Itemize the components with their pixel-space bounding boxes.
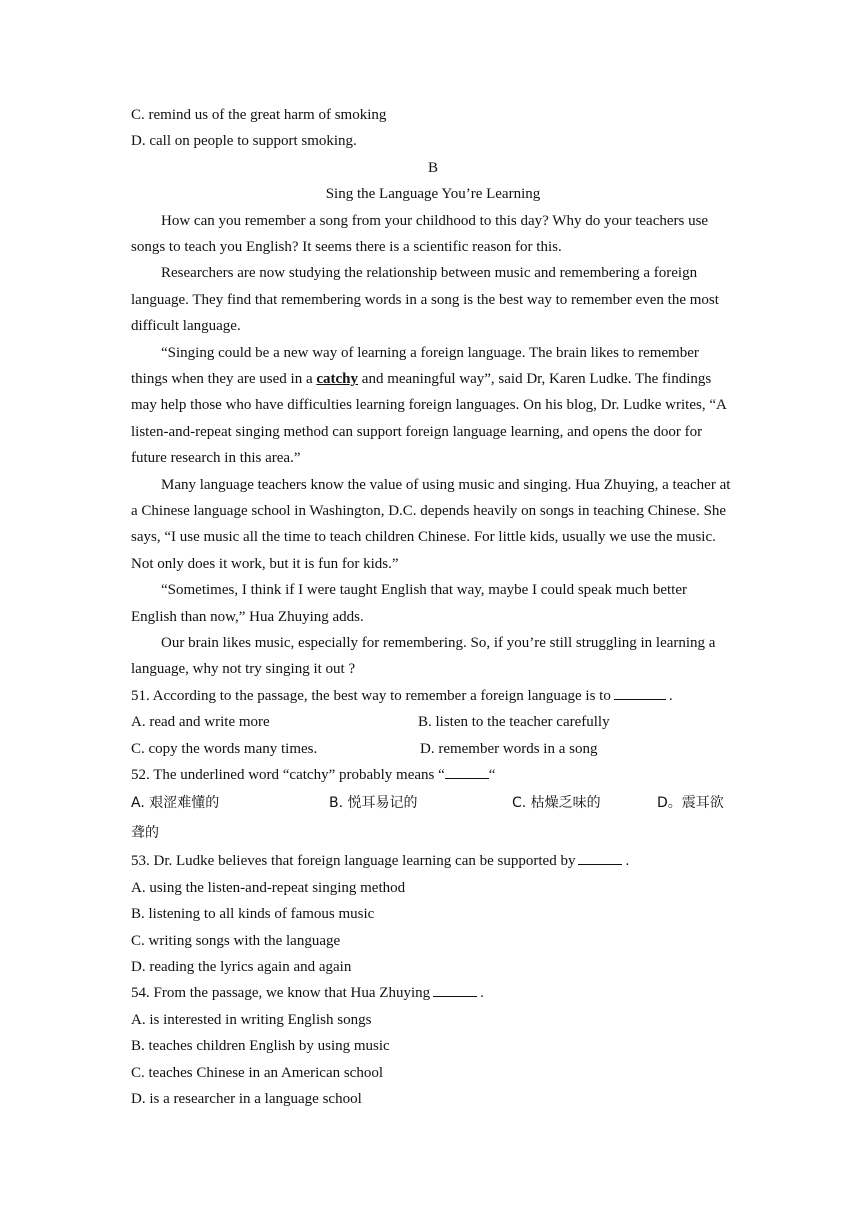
- question-53-text: 53. Dr. Ludke believes that foreign language learning can be supported by: [131, 853, 576, 870]
- answer-blank: [445, 764, 489, 779]
- option-d: D。震耳欲: [657, 795, 724, 812]
- option-c: C. 枯燥乏味的: [512, 795, 601, 812]
- question-52-end: “: [488, 767, 496, 784]
- question-53-end: .: [625, 853, 630, 870]
- paragraph-5: “Sometimes, I think if I were taught English that way, maybe I could speak much better English than now,” Hua Zhuying adds.: [131, 582, 687, 625]
- option-b: B. 悦耳易记的: [329, 795, 418, 812]
- question-51-text: 51. According to the passage, the best way to remember a foreign language is to: [131, 687, 611, 704]
- paragraph-3-start: “Singing could be a new way of learning a foreign language. The brain likes to remember things when they are used in a: [131, 344, 699, 387]
- option-d: D. reading the lyrics again and again: [131, 959, 352, 975]
- option-c: C. teaches Chinese in an American school: [131, 1064, 384, 1081]
- option-d: D. is a researcher in a language school: [131, 1090, 362, 1107]
- paragraph-2: Researchers are now studying the relationship between music and remembering a foreign language. They find that remembering words in a song is the best way to remember even the most difficult language.: [131, 265, 719, 335]
- question-54-text: 54. From the passage, we know that Hua Zhuying: [131, 985, 431, 1002]
- option-a: A. 艰涩难懂的: [131, 795, 220, 812]
- question-52-option-d-continued: 聋的: [131, 825, 159, 842]
- paragraph-6: Our brain likes music, especially for remembering. So, if you’re still struggling in learning a language, why not try singing it out ?: [131, 635, 716, 678]
- question-51-options-row-2: [131, 736, 735, 762]
- paragraph-3-end: and meaningful way”, said Dr, Karen Ludke. The findings may help those who have difficulties learning foreign languages. On his blog, Dr. Ludke writes, “A listen-and-repeat singing method can support foreign language learning, and opens the door for future research in this area.”: [131, 371, 727, 467]
- question-54-stem: [131, 980, 735, 1006]
- question-52-text: 52. The underlined word “catchy” probably means “: [131, 767, 445, 784]
- prev-option-c: C. remind us of the great harm of smoking: [131, 107, 387, 123]
- option-a: A. is interested in writing English songs: [131, 1011, 372, 1028]
- option-b: B. teaches children English by using music: [131, 1038, 390, 1055]
- option-b: B. listen to the teacher carefully: [418, 714, 610, 731]
- paragraph-1: How can you remember a song from your childhood to this day? Why do your teachers use songs to teach you English? It seems there is a scientific reason for this.: [131, 212, 709, 255]
- passage-title: Sing the Language You’re Learning: [325, 186, 541, 203]
- question-51-options-row-1: [131, 709, 735, 735]
- answer-blank: [614, 685, 666, 700]
- option-c: C. copy the words many times.: [131, 740, 318, 757]
- prev-option-d: D. call on people to support smoking.: [131, 133, 357, 150]
- option-c: C. writing songs with the language: [131, 932, 341, 949]
- option-a: A. using the listen-and-repeat singing method: [131, 879, 406, 896]
- paragraph-4: Many language teachers know the value of using music and singing. Hua Zhuying, a teacher at a Chinese language school in Washington, D.C. depends heavily on songs in teaching Chinese. She says, “I use music all the time to teach children Chinese. For little kids, usually we use the music. Not only does it work, but it is fun for kids.”: [131, 476, 731, 572]
- option-b: B. listening to all kinds of famous music: [131, 906, 375, 923]
- worksheet-page: [131, 102, 735, 1112]
- paragraph-3: [131, 340, 735, 472]
- answer-blank: [578, 850, 622, 865]
- section-letter: B: [427, 159, 438, 176]
- option-a: A. read and write more: [131, 714, 270, 731]
- question-52-stem: [131, 762, 735, 788]
- question-54-end: .: [480, 985, 484, 1002]
- question-51-end: .: [668, 687, 673, 704]
- answer-blank: [433, 982, 477, 997]
- question-53-stem: [131, 848, 735, 874]
- question-52-options: [131, 788, 735, 818]
- underlined-word-catchy: catchy: [316, 371, 359, 387]
- question-51-stem: [131, 683, 735, 709]
- option-d: D. remember words in a song: [420, 740, 598, 757]
